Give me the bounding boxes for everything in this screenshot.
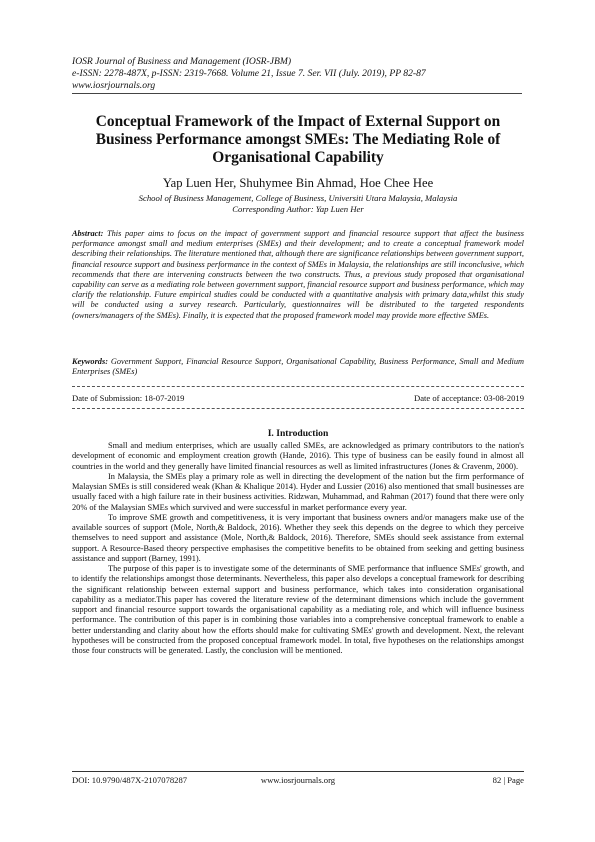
paragraph: Small and medium enterprises, which are usually called SMEs, are acknowledged as primary contributors to the nation's development of economic and employment creation growth (Hande, 2016). This type of business can be easily found in almost all countries in the world and they generally have limited financial resources as well as limited infrastructures (Jones & Cravenm, 2000). [72,441,524,471]
introduction-body [72,441,524,656]
journal-header [72,56,532,92]
paragraph: To improve SME growth and competitiveness, it is very important that business owners and/or managers make use of the available sources of support (Mole, North,& Baldock, 2016). Whether they seek this depends on the degree to which they perceive themselves to need support and assistance (Mole, North,& Baldock, 2016). Therefore, SMEs should seek assistance from external support. A Resource-Based theory perspective emphasises the competitive benefits to be obtained from seeking and getting business assistance and support (Barney, 1991). [72,512,524,563]
footer-doi: DOI: 10.9790/487X-2107078287 [72,775,188,785]
author-affiliation-block [72,193,524,215]
abstract-text: This paper aims to focus on the impact of government support and financial resource support that affect the business performance amongst small and medium enterprises (SMEs) and their development; and to create a conceptual framework model describing their relationships. The literature mentioned that, although there are significance relationships between government support, financial resource support and business performance in the context of SMEs in Malaysia, the relationships are still inconclusive, which recommends that there are intervening constructs between the two constructs. Thus, a previous study proposed that organisational capability can serve as a mediating role between government support, financial resource support and business performance, which may clarify the relationship. Future empirical studies could be conducted with a quantitative analysis with primary data,whilst this study will be conducted using a survey research. Particularly, questionnaires will be distributed to the targeted respondents (owners/managers of the SMEs). Finally, it is expected that the proposed framework model may provide more effective SMEs. [72,229,524,320]
dashed-divider-top [72,386,524,387]
corresponding-author: Corresponding Author: Yap Luen Her [232,204,364,214]
paper-authors: Yap Luen Her, Shuhymee Bin Ahmad, Hoe Chee Hee [162,176,434,190]
keywords-text: Government Support, Financial Resource Support, Organisational Capability, Business Performance, Small and Medium Enterprises (SMEs) [72,357,524,377]
paper-title: Conceptual Framework of the Impact of External Support on Business Performance amongst SMEs: The Mediating Role of Organisational Capability [95,113,501,166]
affiliation: School of Business Management, College of Business, Universiti Utara Malaysia, Malaysia [138,193,458,203]
journal-name: IOSR Journal of Business and Management (IOSR-JBM) [72,56,292,67]
paragraph: The purpose of this paper is to investigate some of the determinants of SME performance that influence SMEs' growth, and to identify the relationships amongst those determinants. Nevertheless, this paper also develops a conceptual framework for describing the significant relationship between external support and business performance, which takes into consideration organisational capability as a mediator.This paper has covered the literature review of the determinant dimensions which include the government support and financial resource support towards the organisational capability as a mediating role, and which will influence business performance. The contribution of this paper is in combining those variables into a comprehensive conceptual framework to enable a better understanding and clarity about how the efforts should make for cultivating SMEs' growth and development. Next, the relevant hypotheses will be constructed from the proposed conceptual framework model. In total, five hypotheses on the relationships amongst those four constructs will be generated. Lastly, the conclusion will be mentioned. [72,564,524,655]
journal-url: www.iosrjournals.org [72,80,156,91]
keywords-label: Keywords: [72,357,108,366]
header-rule [72,93,522,94]
footer-page-number: 82 | Page [492,775,524,785]
abstract-label: Abstract: [72,229,104,238]
keywords [72,357,524,377]
dashed-divider-bottom [72,408,524,409]
footer-rule [72,771,524,772]
footer-site: www.iosrjournals.org [260,775,336,785]
abstract [72,229,524,321]
acceptance-date: Date of acceptance: 03-08-2019 [414,393,524,403]
paragraph: In Malaysia, the SMEs play a primary role as well in directing the development of the nation but the firm performance of Malaysian SMEs is still considered weak (Khan & Khalique 2014). Hyder and Lussier (2016) also mentioned that small businesses are usually faced with a high failure rate in their business activities. Ridzwan, Muhammad, and Rahman (2017) found that there were only 20% of the Malaysian SMEs which survived and were successful in market performance every year. [72,471,524,512]
journal-issn: e-ISSN: 2278-487X, p-ISSN: 2319-7668. Volume 21, Issue 7. Ser. VII (July. 2019), PP 82-87 [72,68,426,79]
submission-date: Date of Submission: 18-07-2019 [72,393,185,403]
section-heading: I. Introduction [267,428,329,439]
